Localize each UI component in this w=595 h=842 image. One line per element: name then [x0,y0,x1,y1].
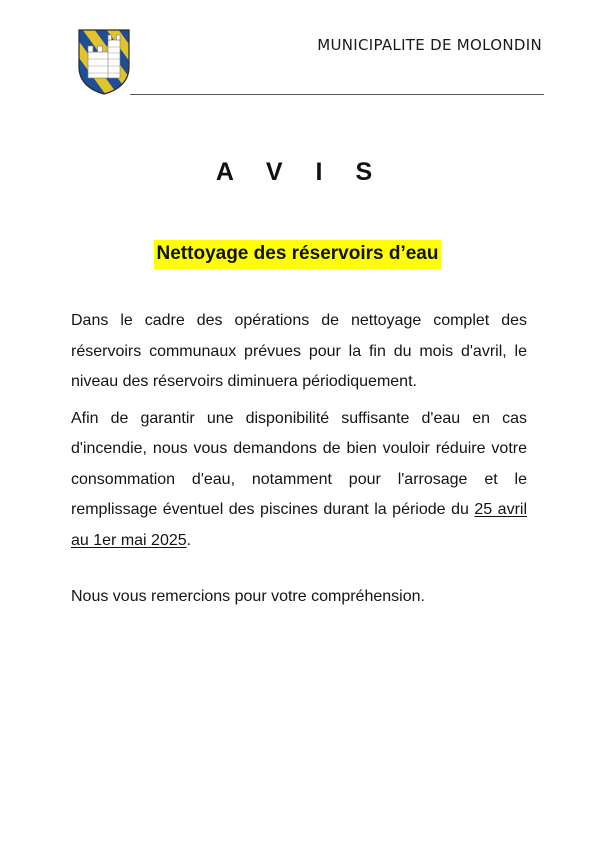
notice-subtitle-row [0,240,595,269]
paragraph-works-announcement: Dans le cadre des opérations de nettoyage complet des réservoirs communaux prévues pour la fin du mois d'avril, le niveau des réservoirs diminuera périodiquement. [71,312,527,390]
notice-title: A V I S [215,158,386,186]
crest-shield-icon [78,29,130,95]
restriction-date-range: 25 avril au 1er mai 2025 [71,501,528,549]
notice-subtitle: Nettoyage des réservoirs d’eau [154,240,442,269]
municipal-crest-logo [78,29,130,95]
paragraph-water-restriction-text: Afin de garantir une disponibilité suffisante d'eau en cas d'incendie, nous vous demandons de bien vouloir réduire votre consommation d'eau, notamment pour l'arrosage et le remplissage éventuel des piscines durant la période du [71,409,527,518]
paragraph-water-restriction [71,404,527,557]
paragraph-water-restriction-end: . [186,531,192,549]
municipality-name: MUNICIPALITE DE MOLONDIN [317,36,542,54]
notice-body [71,306,527,613]
header-divider [130,94,544,95]
paragraph-thanks: Nous vous remercions pour votre compréhension. [71,588,425,605]
